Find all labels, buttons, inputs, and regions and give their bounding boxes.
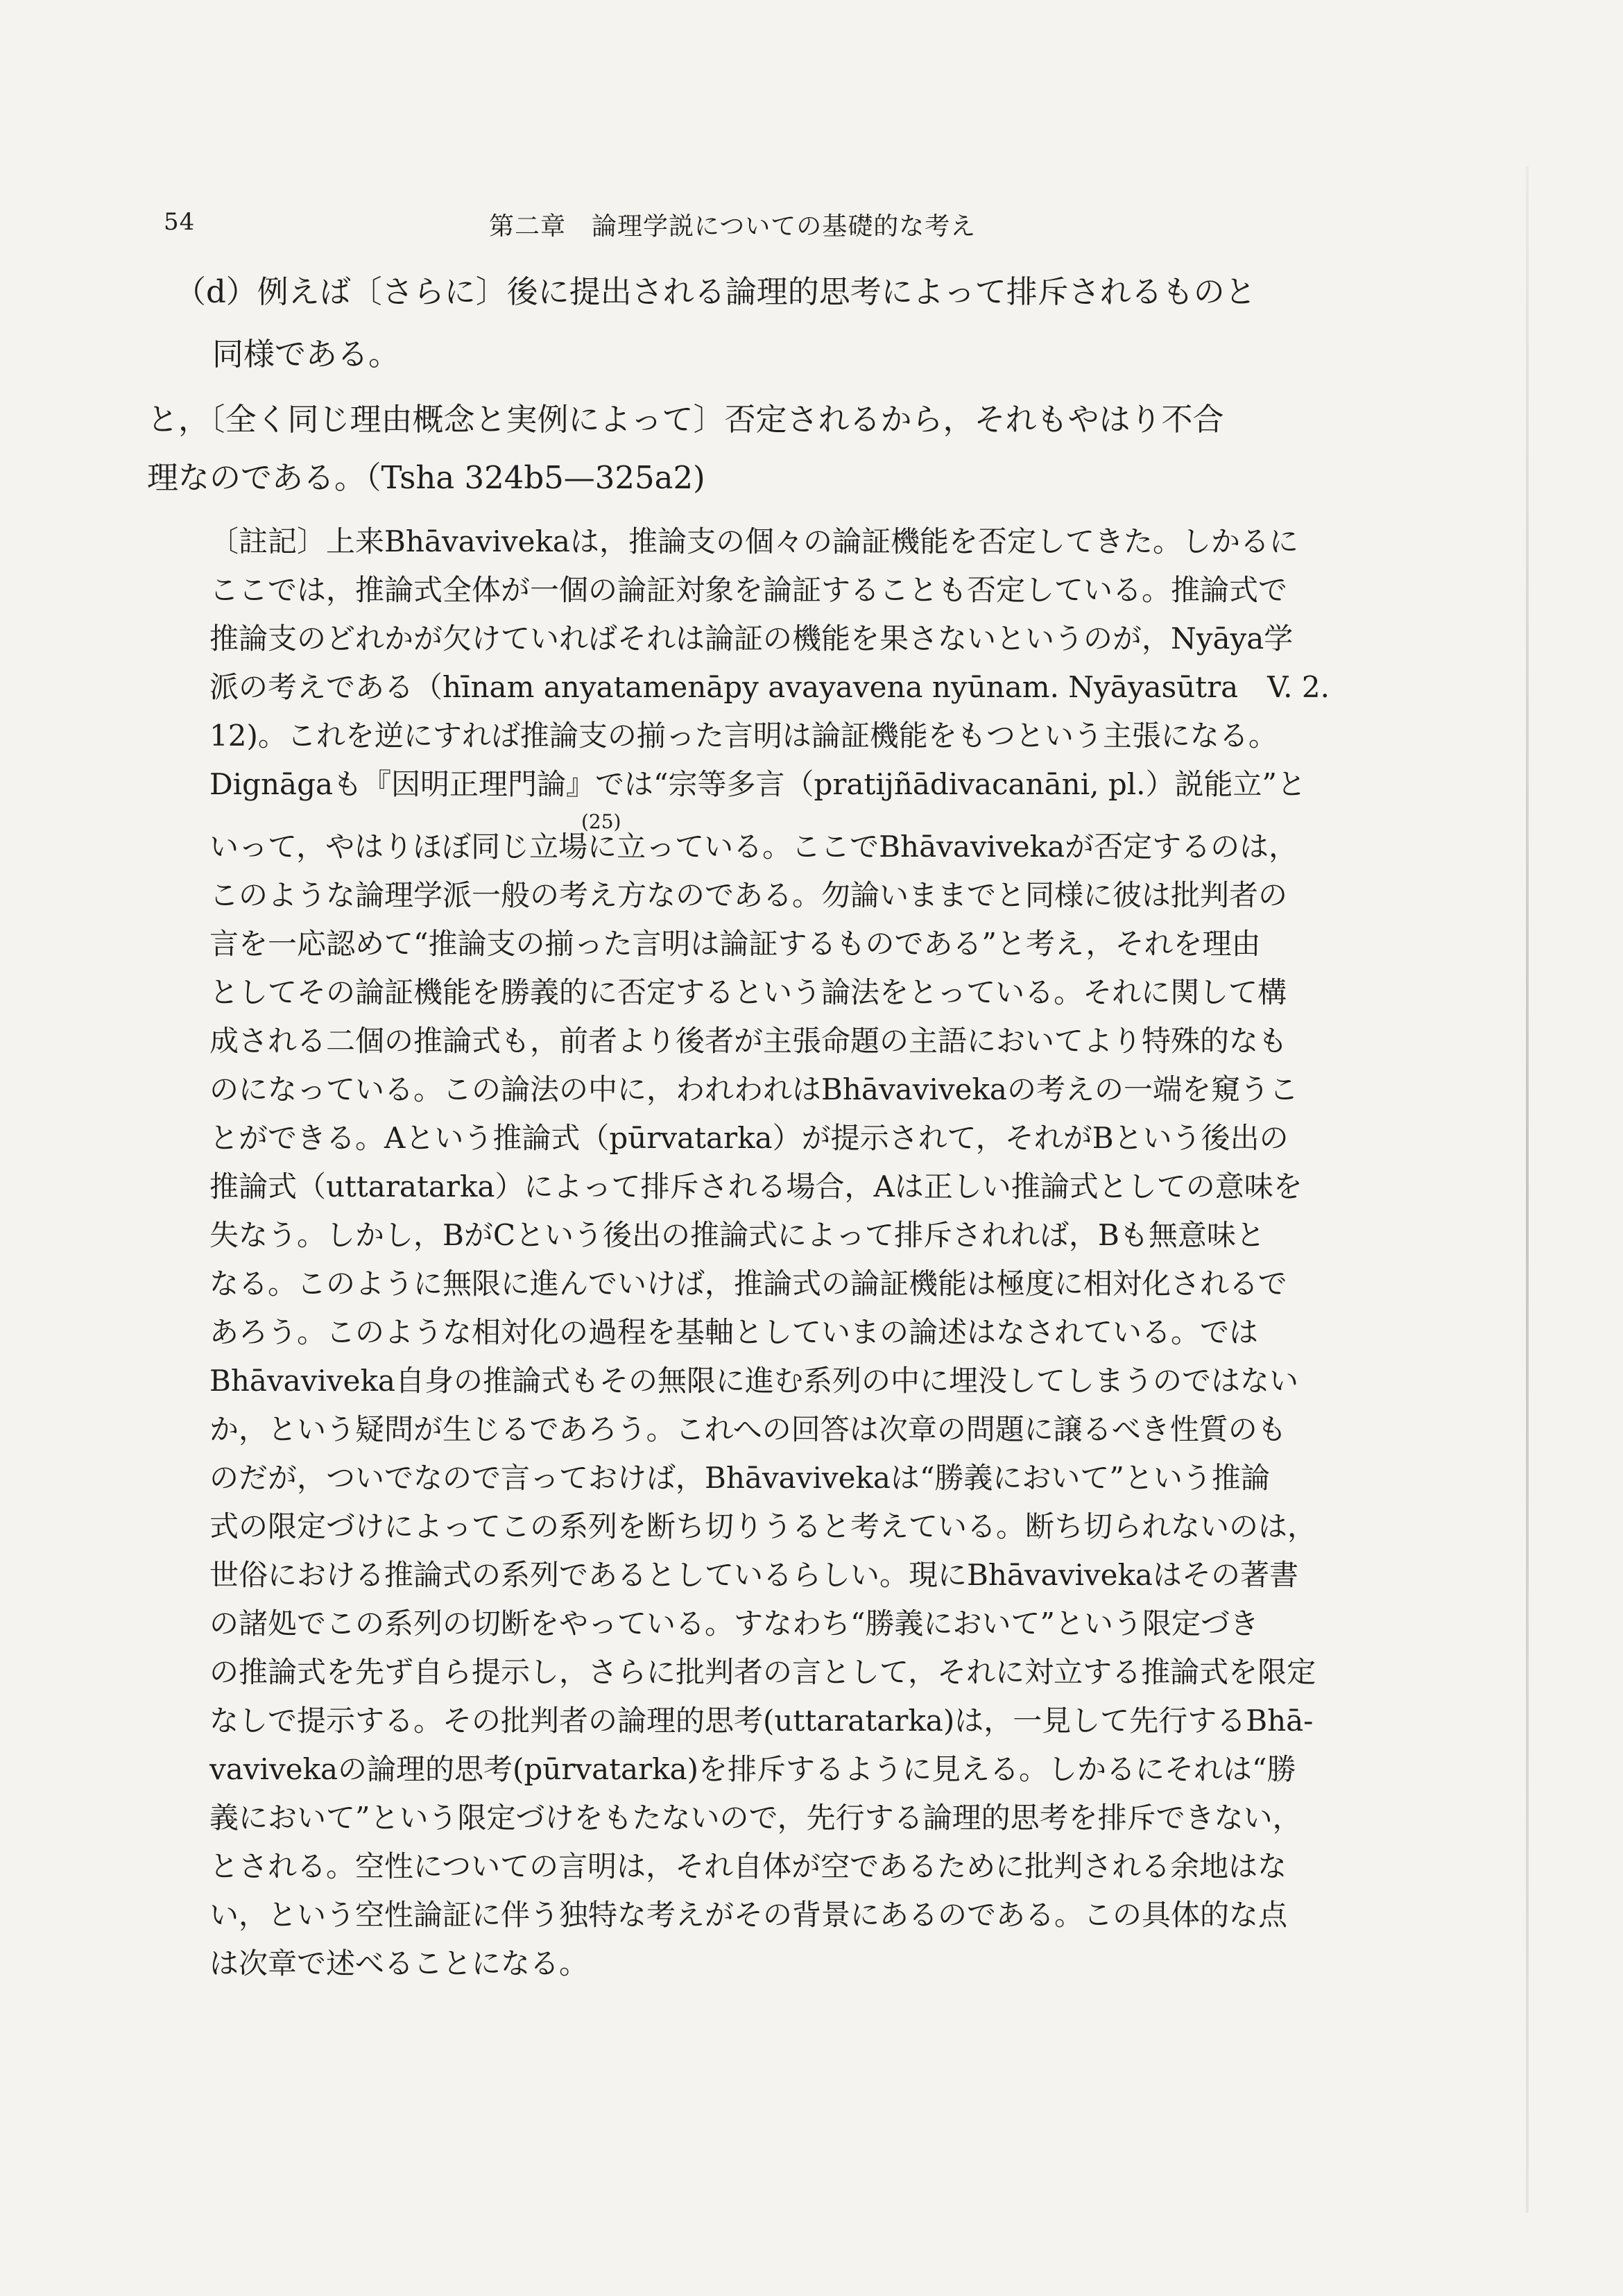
note-line: このような論理学派一般の考え方なのである。勿論いままでと同様に彼は批判者の [209,878,1288,912]
footnote-reference: (25) [581,810,621,833]
note-line: の諸処でこの系列の切断をやっている。すなわち“勝義において”という限定づき [209,1607,1259,1640]
note-line: Bhāvaviveka自身の推論式もその無限に進む系列の中に埋没してしまうのではない [209,1364,1298,1398]
main-line: と，〔全く同じ理由概念と実例によって〕否定されるから，それもやはり不合 [147,401,1224,438]
note-line: 式の限定づけによってこの系列を断ち切りうると考えている。断ち切られないのは， [209,1509,1317,1543]
note-line: 世俗における推論式の系列であるとしているらしい。現にBhāvavivekaはその著書 [209,1558,1298,1592]
note-line: なる。このように無限に進んでいけば，推論式の論証機能は極度に相対化されるで [209,1267,1287,1301]
note-line: とされる。空性についての言明は，それ自体が空であるために批判される余地はな [209,1849,1287,1883]
note-line: としてその論証機能を勝義的に否定するという論法をとっている。それに関して構 [209,975,1287,1009]
note-line: 12)。これを逆にすれば推論支の揃った言明は論証機能をもつという主張になる。 [209,719,1278,753]
note-line: 推論式（uttaratarka）によって排斥される場合，Aは正しい推論式としての意味を [209,1170,1303,1203]
note-line: 派の考えである（hīnam anyatamenāpy avayavena nyūnam. Nyāyasūtra V. 2. [209,670,1330,704]
note-line: 推論支のどれかが欠けていればそれは論証の機能を果さないというのが，Nyāya学 [209,622,1294,656]
note-line: 義において”という限定づけをもたないので，先行する論理的思考を排斥できない， [209,1801,1302,1835]
note-line: vavivekaの論理的思考(pūrvatarka)を排斥するように見える。しかるにそれは“勝 [209,1752,1296,1786]
note-line: か，という疑問が生じるであろう。これへの回答は次章の問題に譲るべき性質のも [209,1412,1287,1446]
main-line: 理なのである。（Tsha 324b5—325a2) [147,459,705,496]
running-title: 第二章 論理学説についての基礎的な考え [489,212,977,241]
page-number: 54 [164,208,196,236]
note-line: のになっている。この論法の中に，われわれはBhāvavivekaの考えの一端を窺うこ [209,1072,1298,1106]
note-line: いって，やはりほぼ同じ立場に立っている。ここでBhāvavivekaが否定するのは， [209,830,1298,864]
note-line: 成される二個の推論式も，前者より後者が主張命題の主語においてより特殊的なも [209,1024,1288,1058]
note-line: 言を一応認めて“推論支の揃った言明は論証するものである”と考え，それを理由 [209,927,1261,961]
note-line: のだが，ついでなので言っておけば，Bhāvavivekaは“勝義において”という推論 [209,1461,1270,1495]
main-line: 同様である。 [212,336,400,372]
note-line: あろう。このような相対化の過程を基軸としていまの論述はなされている。では [209,1315,1259,1349]
note-line: い，という空性論証に伴う独特な考えがその背景にあるのである。この具体的な点 [209,1898,1288,1932]
main-line: （d）例えば〔さらに〕後に提出される論理的思考によって排斥されるものと [175,273,1256,310]
note-line: 〔註記〕上来Bhāvavivekaは，推論支の個々の論証機能を否定してきた。しかるに [209,524,1298,558]
note-line: なしで提示する。その批判者の論理的思考(uttaratarka)は，一見して先行するBhā- [209,1704,1314,1738]
note-line: ここでは，推論式全体が一個の論証対象を論証することも否定している。推論式で [209,573,1288,607]
note-line: の推論式を先ず自ら提示し，さらに批判者の言として，それに対立する推論式を限定 [209,1655,1316,1689]
note-line: とができる。Aという推論式（pūrvatarka）が提示されて，それがBという後出の [209,1121,1289,1155]
note-line: 失なう。しかし，BがCという後出の推論式によって排斥されれば，Bも無意味と [209,1218,1265,1252]
scan-edge-shadow [1526,166,1529,2213]
note-line: Dignāgaも『因明正理門論』では“宗等多言（pratijñādivacanāni, pl.）説能立”と [209,767,1306,801]
note-line: は次章で述べることになる。 [209,1946,589,1980]
